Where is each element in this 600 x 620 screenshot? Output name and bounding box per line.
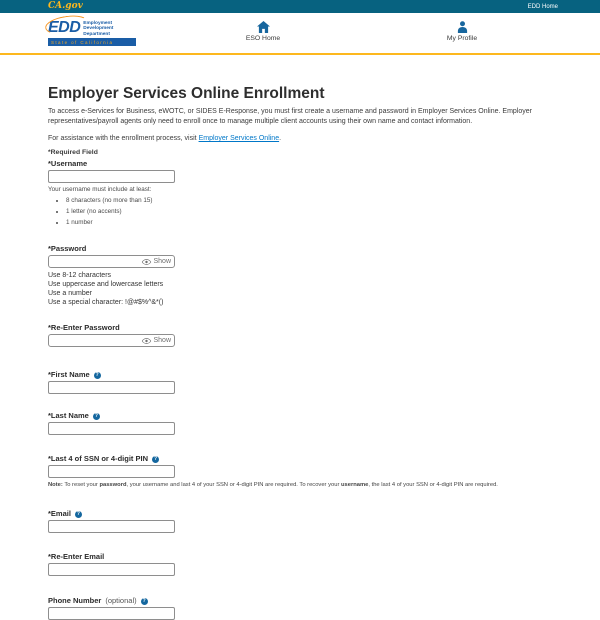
- field-first-name: [48, 371, 552, 394]
- ssn-pin-note: [48, 482, 552, 489]
- help-icon[interactable]: [152, 456, 159, 463]
- intro-paragraph: To access e-Services for Business, eWOTC, or SIDES E-Response, you must first create a username and password in Employer Services Online. Employer representatives/payroll agents only need to enroll once to manage multiple client accounts using their own name and contact information.: [48, 108, 532, 125]
- page-title: Employer Services Online Enrollment: [48, 85, 325, 102]
- note-segment: , your username and last 4 of your SSN or 4-digit PIN are required. To recover your: [126, 482, 341, 488]
- password-label-text: *Password: [48, 244, 87, 253]
- email-label: [48, 510, 552, 518]
- first-name-input[interactable]: [48, 381, 175, 394]
- eye-icon: [142, 259, 151, 265]
- assistance-period: .: [279, 135, 282, 142]
- reenter-password-input[interactable]: [49, 335, 142, 346]
- list-item: Use a number: [48, 290, 92, 297]
- list-item: Use 8-12 characters: [48, 272, 112, 279]
- email-label-text: *Email: [48, 509, 71, 518]
- edd-dept-line: Development: [83, 26, 114, 32]
- note-segment: To reset your: [62, 482, 100, 488]
- help-icon[interactable]: [93, 413, 100, 420]
- show-password-label: Show: [153, 258, 171, 265]
- reenter-email-input[interactable]: [48, 563, 175, 576]
- field-username: [48, 160, 552, 226]
- field-reenter-password: [48, 324, 552, 347]
- edd-logo[interactable]: [48, 19, 136, 46]
- username-rules-list: [66, 197, 552, 226]
- help-icon[interactable]: [141, 598, 148, 605]
- help-icon[interactable]: [94, 372, 101, 379]
- nav-eso-home[interactable]: [231, 21, 295, 42]
- ca-gov-logo[interactable]: CA.gov: [48, 1, 83, 11]
- assistance-text: For assistance with the enrollment process, visit: [48, 135, 199, 142]
- edd-dept-line: Department: [83, 31, 110, 37]
- note-segment: Note:: [48, 482, 63, 488]
- edd-logo-top: [48, 19, 136, 37]
- phone-number-label-text: Phone Number: [48, 596, 102, 605]
- home-icon: [257, 21, 270, 33]
- email-input[interactable]: [48, 520, 175, 533]
- username-input[interactable]: [48, 170, 175, 183]
- first-name-label-text: *First Name: [48, 370, 90, 379]
- password-input[interactable]: [49, 256, 142, 267]
- phone-number-input[interactable]: [48, 607, 175, 620]
- field-email: [48, 510, 552, 533]
- required-field-note: *Required Field: [48, 149, 98, 156]
- nav-my-profile-label: My Profile: [446, 35, 478, 42]
- list-item: Use uppercase and lowercase letters: [48, 281, 164, 288]
- employer-services-online-link[interactable]: Employer Services Online: [198, 135, 280, 142]
- list-item: • 8 characters (no more than 15): [66, 197, 552, 204]
- field-phone-number: [48, 597, 552, 620]
- reenter-email-label: [48, 553, 552, 561]
- last-name-label-text: *Last Name: [48, 411, 89, 420]
- password-input-box: [48, 255, 175, 268]
- ssn-pin-label-text: *Last 4 of SSN or 4-digit PIN: [48, 454, 149, 463]
- username-label: [48, 160, 552, 168]
- field-last-name: [48, 412, 552, 435]
- reenter-email-label-text: *Re-Enter Email: [48, 552, 105, 561]
- edd-logo-text: EDD: [48, 19, 81, 36]
- ssn-pin-label: [48, 455, 552, 463]
- note-segment: password: [99, 482, 127, 488]
- field-password: [48, 245, 552, 307]
- edd-home-link[interactable]: EDD Home: [527, 3, 558, 10]
- site-header: [0, 13, 600, 55]
- nav-my-profile[interactable]: [430, 21, 494, 42]
- first-name-label: [48, 371, 552, 379]
- password-rules-list: [48, 271, 552, 307]
- utility-bar: [0, 0, 600, 13]
- phone-number-label: [48, 597, 552, 605]
- note-segment: , the last 4 of your SSN or 4-digit PIN are required.: [368, 482, 498, 488]
- eye-icon: [142, 338, 151, 344]
- edd-dept-lines: [83, 19, 113, 37]
- show-password-button[interactable]: [142, 258, 174, 265]
- username-label-text: *Username: [48, 159, 88, 168]
- reenter-password-input-box: [48, 334, 175, 347]
- phone-optional-text: (optional): [105, 596, 137, 605]
- username-hint: Your username must include at least:: [48, 186, 152, 193]
- field-ssn-pin: [48, 455, 552, 489]
- reenter-password-label-text: *Re-Enter Password: [48, 323, 120, 332]
- person-icon: [456, 21, 469, 33]
- list-item: Use a special character: !@#$%^&*(): [48, 299, 164, 306]
- show-reenter-password-button[interactable]: [142, 337, 174, 344]
- edd-dept-line: Employment: [83, 21, 113, 26]
- nav-eso-home-label: ESO Home: [245, 35, 281, 42]
- assistance-line: [48, 135, 552, 142]
- reenter-password-label: [48, 324, 552, 332]
- ssn-pin-input[interactable]: [48, 465, 175, 478]
- show-reenter-password-label: Show: [153, 337, 171, 344]
- password-label: [48, 245, 552, 253]
- list-item: • 1 letter (no accents): [66, 208, 552, 215]
- list-item: • 1 number: [66, 219, 552, 226]
- last-name-input[interactable]: [48, 422, 175, 435]
- help-icon[interactable]: [75, 511, 82, 518]
- field-reenter-email: [48, 553, 552, 576]
- main-content: [0, 84, 600, 620]
- edd-tagline: State of California: [48, 38, 136, 46]
- last-name-label: [48, 412, 552, 420]
- note-segment: username: [340, 482, 369, 488]
